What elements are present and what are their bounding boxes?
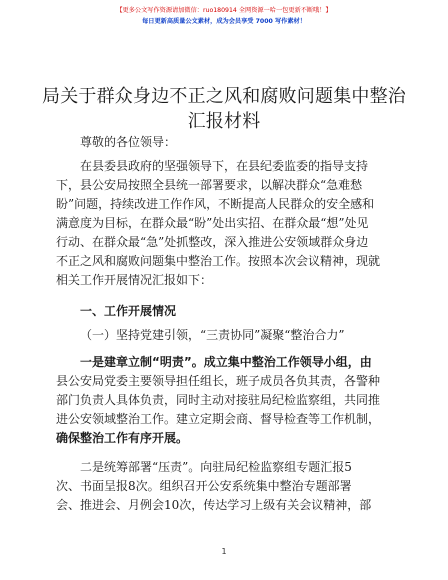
para1-line: 盼”问题，持续改进工作作风，不断提高人民群众的安全感和	[56, 197, 375, 211]
banner-line-1: 【更多公文写作资源请加微信：ruo180914 全网资源一哈一包更新不断哦！】	[116, 7, 332, 14]
section-heading: 一、工作开展情况	[80, 304, 177, 318]
para1-line: 满意度为目标，在群众最“盼”处出实招、在群众最“想”处见	[56, 216, 369, 230]
para1-line: 下，县公安局按照全县统一部署要求，以解决群众“急难愁	[56, 178, 363, 192]
para1-line: 行动、在群众最“急”处抓整改，深入推进公安领域群众身边	[56, 235, 369, 249]
para1-line: 在县委县政府的坚强领导下，在县纪委监委的指导支持	[80, 159, 369, 173]
salutation: 尊敬的各位领导：	[80, 135, 177, 149]
document-title-line-1: 局关于群众身边不正之风和腐败问题集中整治	[42, 86, 406, 107]
subsection-heading: （一）坚持党建引领，“三责协同”凝聚“整治合力”	[80, 328, 345, 342]
para2-lead: 一是建章立制“明责”。成立集中整治工作领导小组，由	[80, 355, 372, 369]
para3-line: 二是统筹部署“压责”。向驻局纪检监察组专题汇报5	[80, 460, 352, 474]
resource-banner	[0, 5, 448, 27]
para3-line: 会、推进会、月例会10次，传达学习上级有关会议精神，部	[56, 498, 372, 512]
para3-line: 次、书面呈报8次。组织召开公安系统集中整治专题部署	[56, 479, 352, 493]
banner-line-2: 每日更新高质量公文素材，成为会员享受 7000 写作素材！	[142, 18, 306, 25]
document-title-line-2: 汇报材料	[187, 111, 261, 132]
para2-line: 部门负责人具体负责，同时主动对接驻局纪检监察组，共同推	[56, 393, 381, 407]
para2-end: 确保整治工作有序开展。	[56, 431, 189, 445]
para2-line: 县公安局党委主要领导担任组长，班子成员各负其责，各警种	[56, 374, 381, 388]
page-number: 1	[221, 547, 227, 556]
para1-line: 相关工作开展情况汇报如下：	[56, 273, 213, 287]
para1-line: 不正之风和腐败问题集中整治工作。按照本次会议精神，现就	[56, 254, 381, 268]
para2-line: 进公安领域整治工作。建立定期会商、督导检查等工作机制，	[56, 412, 381, 426]
